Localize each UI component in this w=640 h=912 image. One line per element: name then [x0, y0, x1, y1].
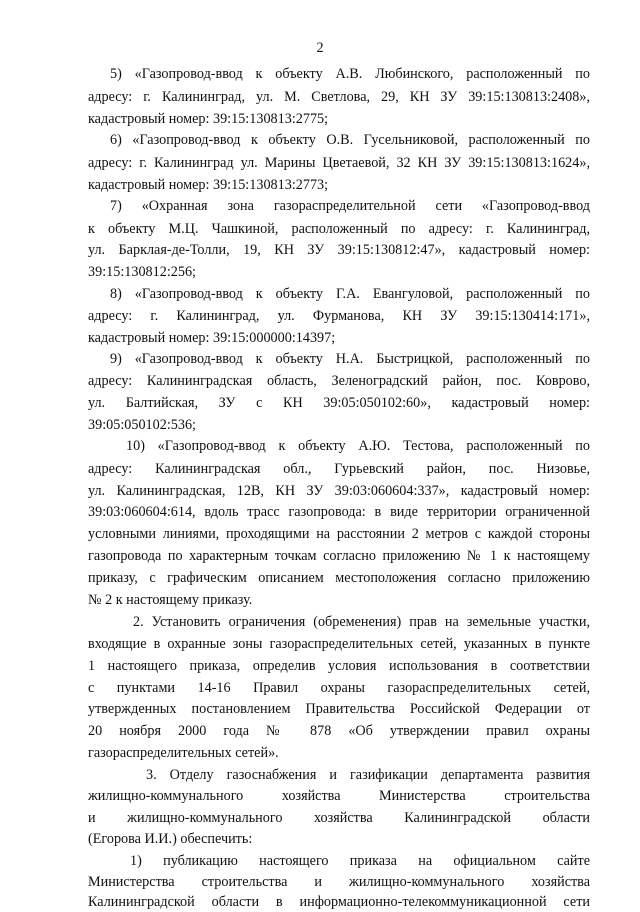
text-line: 2. Установить ограничения (обременения) прав на земельные участки, [133, 614, 590, 630]
text-line: адресу: г. Калининград ул. Марины Цветаевой, 32 КН ЗУ 39:15:130813:1624», [88, 155, 590, 171]
text-line: 3. Отделу газоснабжения и газификации департамента развития [146, 767, 590, 783]
text-line: ул. Калининградская, 12В, КН ЗУ 39:03:060604:337», кадастровый номер: [88, 483, 590, 499]
text-line: кадастровый номер: 39:15:130813:2775; [88, 111, 329, 127]
text-line: 20 ноября 2000 года № 878 «Об утверждении правил охраны [88, 723, 590, 739]
text-line: кадастровый номер: 39:15:000000:14397; [88, 330, 336, 346]
text-line: к объекту М.Ц. Чашкиной, расположенный по адресу: г. Калининград, [88, 221, 590, 237]
text-line: 6) «Газопровод-ввод к объекту О.В. Гусельниковой, расположенный по [110, 132, 590, 148]
text-line: с пунктами 14-16 Правил охраны газораспределительных сетей, [88, 680, 590, 696]
text-line: 8) «Газопровод-ввод к объекту Г.А. Евангуловой, расположенный по [110, 286, 590, 302]
text-line: кадастровый номер: 39:15:130813:2773; [88, 177, 329, 193]
text-line: (Егорова И.И.) обеспечить: [88, 831, 253, 847]
text-line: 39:05:050102:536; [88, 417, 196, 433]
text-line: жилищно-коммунального хозяйства Министерства строительства [88, 788, 590, 804]
text-line: адресу: Калининградская обл., Гурьевский район, пос. Низовье, [88, 461, 590, 477]
text-line: Министерства строительства и жилищно-коммунального хозяйства [88, 874, 590, 890]
text-line: утвержденных постановлением Правительства Российской Федерации от [88, 701, 590, 717]
text-line: № 2 к настоящему приказу. [88, 592, 253, 608]
text-line: адресу: г. Калининград, ул. М. Светлова, 29, КН ЗУ 39:15:130813:2408», [88, 89, 590, 105]
text-line: 5) «Газопровод-ввод к объекту А.В. Любинского, расположенный по [110, 66, 590, 82]
text-line: 39:15:130812:256; [88, 264, 196, 280]
text-line: адресу: г. Калининград, ул. Фурманова, КН ЗУ 39:15:130414:171», [88, 308, 590, 324]
text-line: 9) «Газопровод-ввод к объекту Н.А. Быстрицкой, расположенный по [110, 351, 590, 367]
text-line: 7) «Охранная зона газораспределительной сети «Газопровод-ввод [110, 198, 590, 214]
text-line: входящие в охранные зоны газораспределительных сетей, указанных в пункте [88, 636, 590, 652]
text-line: газопровода по характерным точкам согласно приложению № 1 к настоящему [88, 548, 590, 564]
text-line: 1 настоящего приказа, определив условия использования в соответствии [88, 658, 590, 674]
text-line: 39:03:060604:614, вдоль трасс газопровода: в виде территории ограниченной [88, 504, 590, 520]
text-line: и жилищно-коммунального хозяйства Калининградской области [88, 810, 590, 826]
text-line: приказу, с графическим описанием местоположения согласно приложению [88, 570, 590, 586]
page-number: 2 [316, 40, 324, 56]
text-line: Калининградской области в информационно-телекоммуникационной сети [88, 894, 590, 910]
text-line: ул. Барклая-де-Толли, 19, КН ЗУ 39:15:130812:47», кадастровый номер: [88, 242, 590, 258]
text-line: ул. Балтийская, ЗУ с КН 39:05:050102:60», кадастровый номер: [88, 395, 590, 411]
text-line: условными линиями, проходящими на расстоянии 2 метров с каждой стороны [88, 526, 590, 542]
text-line: 10) «Газопровод-ввод к объекту А.Ю. Тестова, расположенный по [126, 438, 590, 454]
text-line: газораспределительных сетей». [88, 745, 279, 761]
text-line: адресу: Калининградская область, Зеленоградский район, пос. Коврово, [88, 373, 590, 389]
text-line: 1) публикацию настоящего приказа на официальном сайте [130, 853, 590, 869]
